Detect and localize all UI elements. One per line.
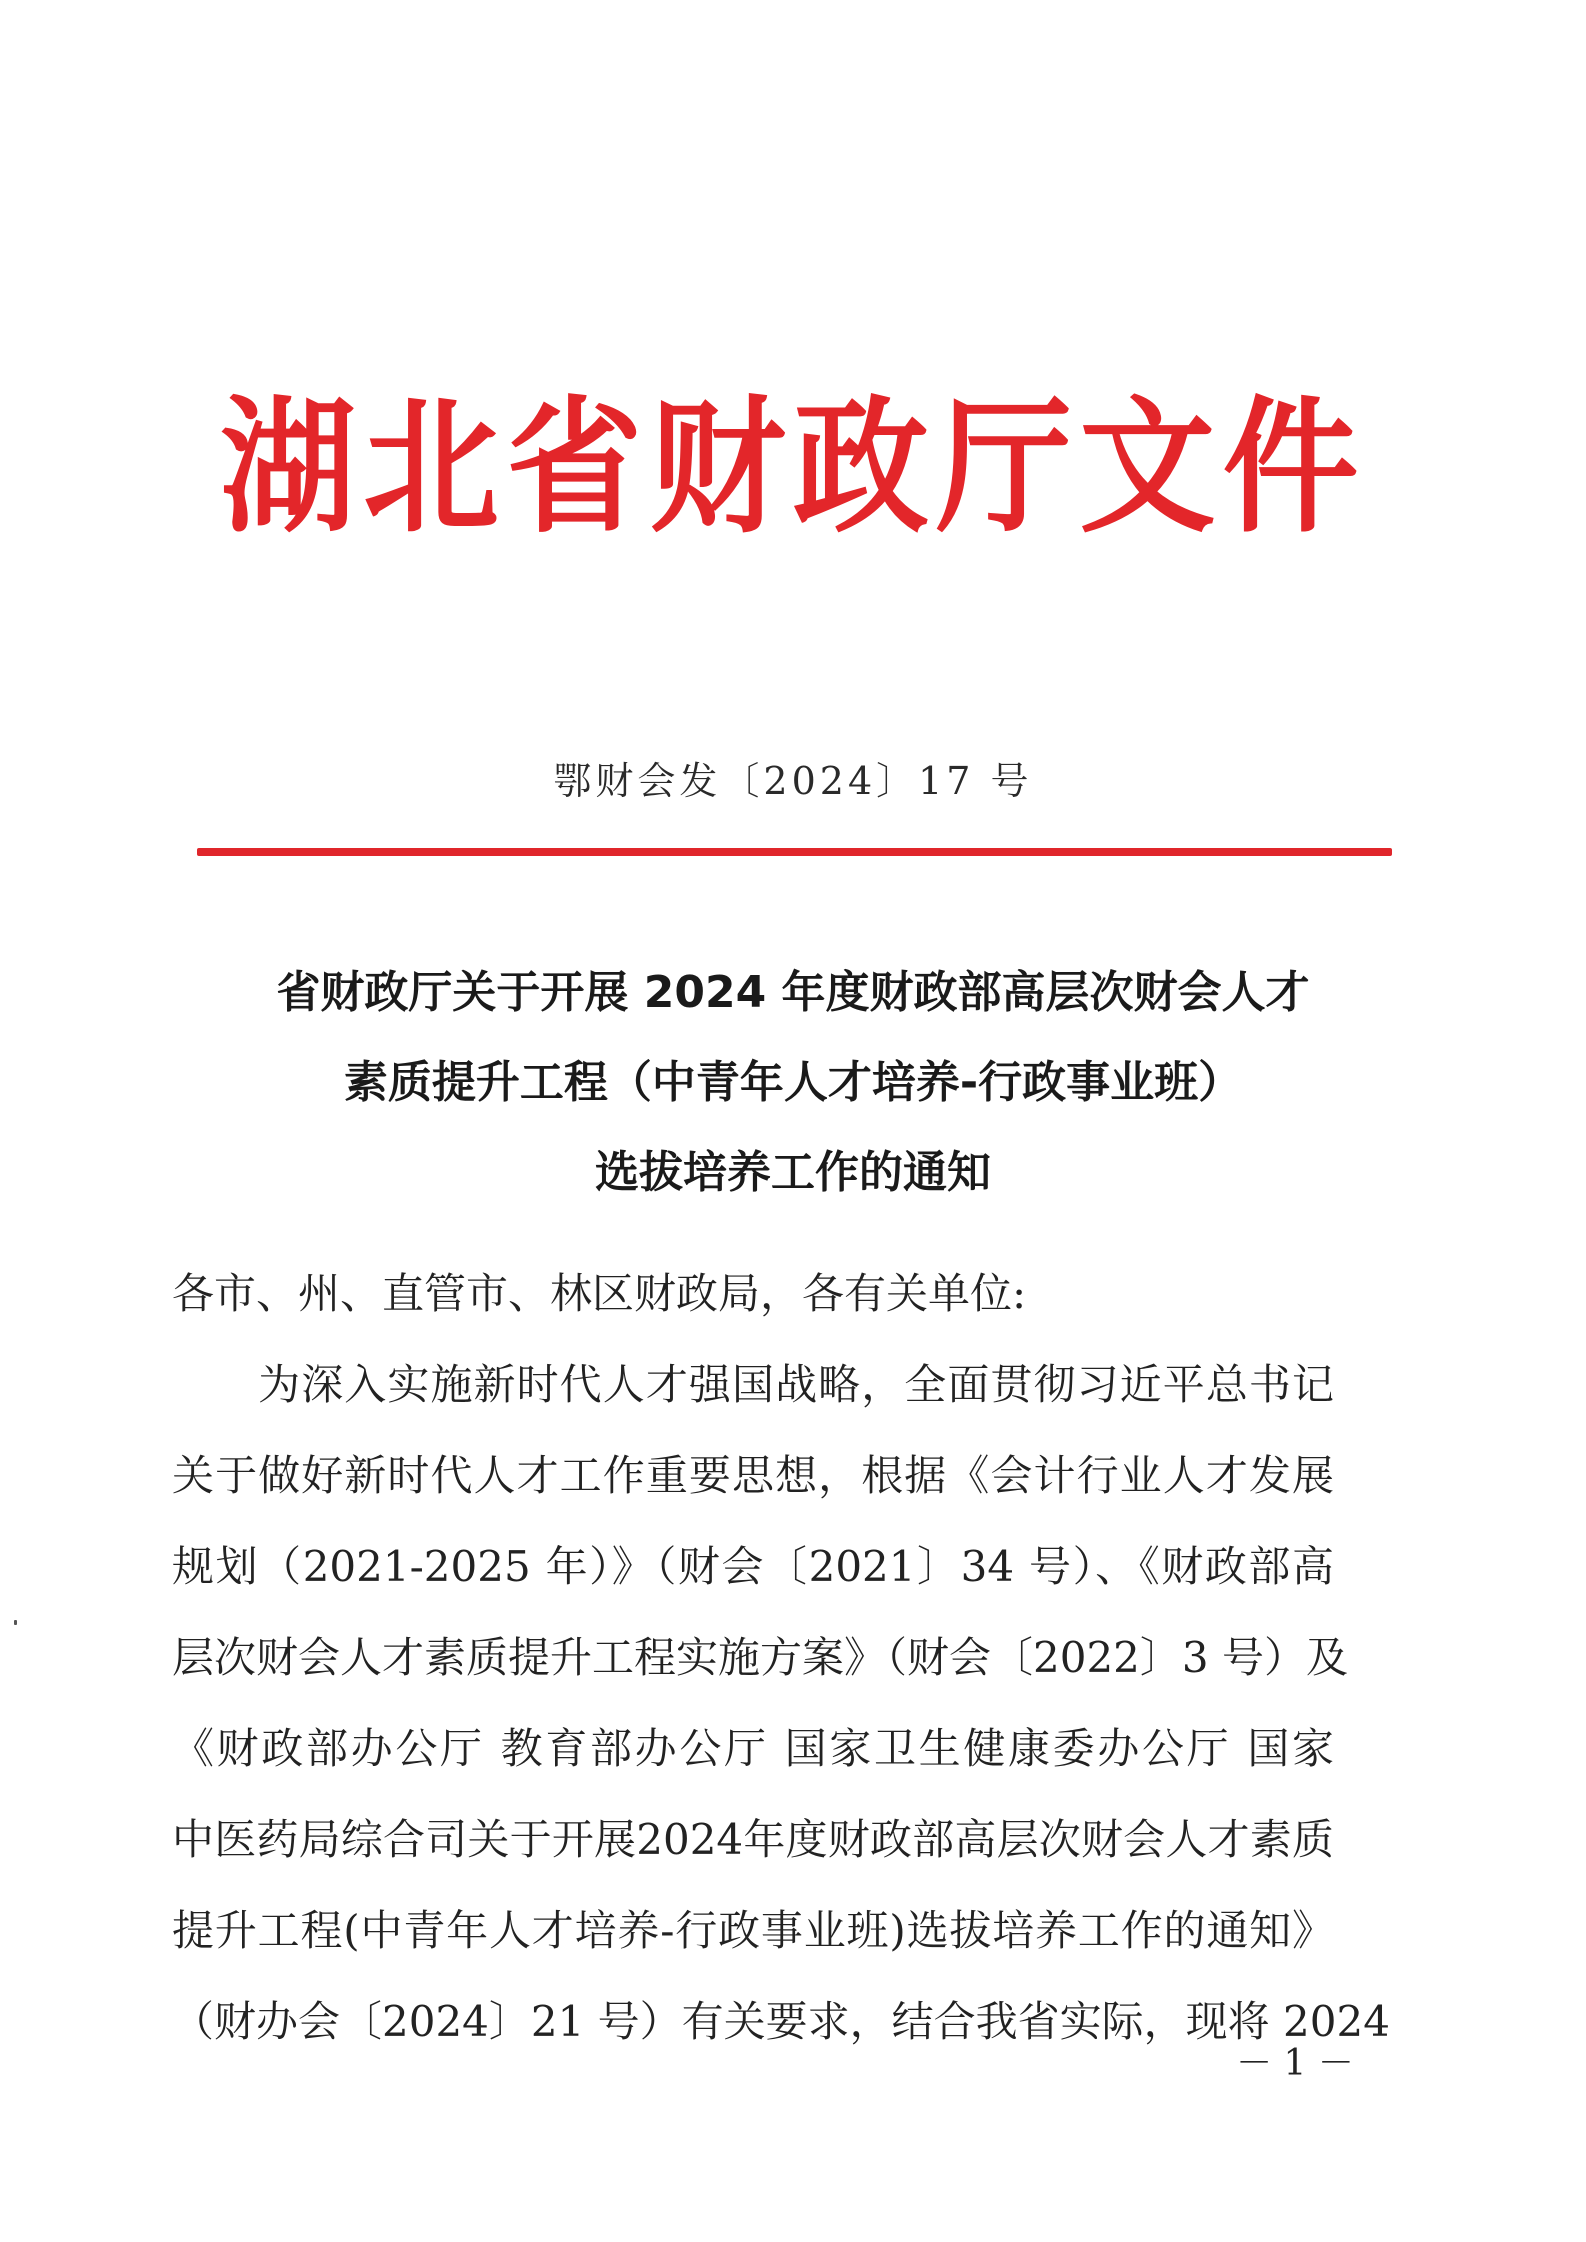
document-subject [0,948,1586,1218]
page-number: － 1 － [1236,2043,1354,2084]
body-line: （财办会〔2024〕21 号）有关要求，结合我省实际，现将 2024 [172,1997,1390,2046]
subject-line: 素质提升工程（中青年人才培养-行政事业班） [343,1057,1243,1108]
red-separator-rule [197,848,1392,856]
subject-line: 选拔培养工作的通知 [595,1147,991,1198]
body-line: 中医药局综合司关于开展2024年度财政部高层次财会人才素质 [172,1815,1334,1864]
body-line: 关于做好新时代人才工作重要思想，根据《会计行业人才发展 [172,1451,1334,1500]
subject-line: 省财政厅关于开展 2024 年度财政部高层次财会人才 [276,967,1310,1018]
issuing-authority-header: 湖北省财政厅文件 [220,382,1366,553]
body-line: 规划（2021-2025 年）》（财会〔2021〕34 号）、《财政部高 [172,1542,1334,1591]
body-line: 《财政部办公厅 教育部办公厅 国家卫生健康委办公厅 国家 [172,1724,1334,1773]
body-line: 提升工程(中青年人才培养-行政事业班)选拔培养工作的通知》 [172,1906,1334,1955]
salutation: 各市、州、直管市、林区财政局，各有关单位: [172,1269,1027,1318]
body-line: 层次财会人才素质提升工程实施方案》（财会〔2022〕3 号）及 [172,1633,1348,1682]
scan-speck [14,1620,17,1625]
body-line: 为深入实施新时代人才强国战略，全面贯彻习近平总书记 [172,1360,1334,1409]
document-body [172,1248,1390,2067]
document-number: 鄂财会发〔2024〕17 号 [553,759,1033,803]
